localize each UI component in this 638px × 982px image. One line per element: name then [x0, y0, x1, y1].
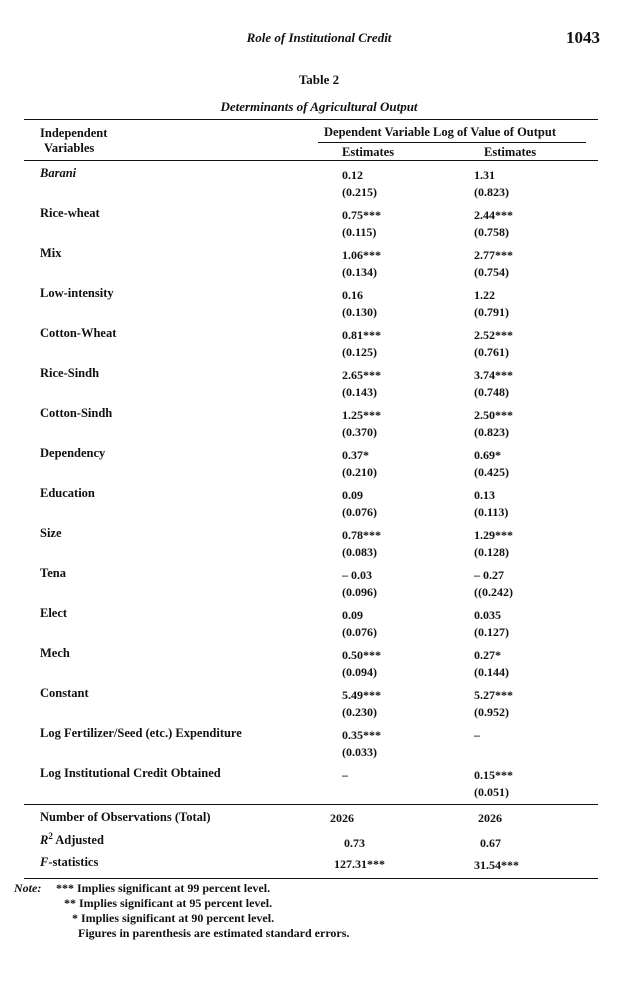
f-text: -statistics	[48, 855, 99, 869]
estimate-1: –	[342, 768, 348, 782]
row-label: Size	[40, 526, 62, 540]
estimate-1: 0.50***	[342, 648, 381, 662]
std-error-2: (0.758)	[474, 225, 509, 239]
obs-value-1: 2026	[330, 811, 354, 825]
estimate-2: 2.77***	[474, 248, 513, 262]
estimate-2: 2.52***	[474, 328, 513, 342]
std-error-1: (0.115)	[342, 225, 377, 239]
f-value-2: 31.54***	[474, 858, 519, 872]
std-error-2: (0.113)	[474, 505, 509, 519]
std-error-2: (0.791)	[474, 305, 509, 319]
std-error-1: (0.370)	[342, 425, 377, 439]
std-error-1: (0.076)	[342, 625, 377, 639]
estimate-1: 1.25***	[342, 408, 381, 422]
row-label: Elect	[40, 606, 68, 620]
stats-rule	[24, 804, 598, 805]
row-label: Log Institutional Credit Obtained	[40, 766, 221, 780]
std-error-1: (0.215)	[342, 185, 377, 199]
std-error-1: (0.076)	[342, 505, 377, 519]
row-label: Rice-wheat	[40, 206, 100, 220]
running-head: Role of Institutional Credit	[246, 30, 392, 45]
header-dependent-rule	[318, 142, 586, 143]
r2-value-1: 0.73	[344, 836, 365, 850]
obs-label: Number of Observations (Total)	[40, 810, 211, 824]
std-error-1: (0.094)	[342, 665, 377, 679]
std-error-2: (0.425)	[474, 465, 509, 479]
note-line-3: * Implies significant at 90 percent level.	[72, 911, 275, 925]
note-line-2: ** Implies significant at 95 percent level.	[64, 896, 273, 910]
estimate-2: 1.31	[474, 168, 495, 182]
table-top-rule	[24, 119, 598, 120]
header-bottom-rule	[24, 160, 598, 161]
estimate-1: – 0.03	[342, 568, 372, 582]
row-label: Cotton-Sindh	[40, 406, 113, 420]
note-line-1: *** Implies significant at 99 percent level.	[56, 881, 271, 895]
r2-label	[40, 831, 104, 848]
row-label: Rice-Sindh	[40, 366, 100, 380]
row-label: Barani	[40, 166, 77, 180]
estimate-1: 1.06***	[342, 248, 381, 262]
note-line-4: Figures in parenthesis are estimated standard errors.	[78, 926, 350, 940]
estimate-2: 3.74***	[474, 368, 513, 382]
row-label: Mix	[40, 246, 62, 260]
r2-value-2: 0.67	[480, 836, 501, 850]
estimate-1: 0.37*	[342, 448, 369, 462]
std-error-1: (0.134)	[342, 265, 377, 279]
estimate-1: 0.75***	[342, 208, 381, 222]
std-error-1: (0.143)	[342, 385, 377, 399]
estimate-2: 2.50***	[474, 408, 513, 422]
row-label: Mech	[40, 646, 70, 660]
header-independent: Independent	[40, 126, 108, 140]
header-estimates-1: Estimates	[342, 145, 395, 159]
r2-symbol: R	[40, 833, 49, 848]
std-error-2: (0.823)	[474, 185, 509, 199]
estimate-2: 1.29***	[474, 528, 513, 542]
std-error-2: (0.754)	[474, 265, 509, 279]
estimate-1: 5.49***	[342, 688, 381, 702]
std-error-2: ((0.242)	[474, 585, 513, 599]
row-label: Cotton-Wheat	[40, 326, 117, 340]
estimate-2: 0.27*	[474, 648, 501, 662]
header-variables: Variables	[44, 141, 95, 155]
std-error-1: (0.096)	[342, 585, 377, 599]
header-dependent-variable: Dependent Variable Log of Value of Output	[324, 125, 556, 139]
estimate-2: 1.22	[474, 288, 495, 302]
obs-value-2: 2026	[478, 811, 502, 825]
std-error-2: (0.761)	[474, 345, 509, 359]
estimate-2: 0.69*	[474, 448, 501, 462]
estimate-1: 0.12	[342, 168, 363, 182]
page-number: 1043	[566, 28, 600, 47]
std-error-2: (0.144)	[474, 665, 509, 679]
std-error-1: (0.210)	[342, 465, 377, 479]
std-error-2: (0.128)	[474, 545, 509, 559]
table-bottom-rule	[24, 878, 598, 879]
table-label: Table 2	[298, 72, 340, 87]
estimate-2: 0.035	[474, 608, 501, 622]
estimate-2: 0.15***	[474, 768, 513, 782]
r2-superscript: 2	[48, 831, 53, 841]
std-error-2: (0.952)	[474, 705, 509, 719]
estimate-2: 5.27***	[474, 688, 513, 702]
std-error-1: (0.083)	[342, 545, 377, 559]
std-error-1: (0.033)	[342, 745, 377, 759]
table-title: Determinants of Agricultural Output	[220, 99, 418, 114]
note-label: Note:	[14, 881, 42, 895]
estimate-1: 0.16	[342, 288, 363, 302]
f-label	[40, 855, 98, 870]
estimate-1: 0.09	[342, 608, 363, 622]
std-error-2: (0.823)	[474, 425, 509, 439]
estimate-2: 0.13	[474, 488, 495, 502]
std-error-2: (0.127)	[474, 625, 509, 639]
row-label: Tena	[40, 566, 66, 580]
row-label: Dependency	[40, 446, 106, 460]
f-value-1: 127.31***	[334, 857, 385, 871]
row-label: Log Fertilizer/Seed (etc.) Expenditure	[40, 726, 242, 740]
header-estimates-2: Estimates	[484, 145, 537, 159]
estimate-2: – 0.27	[474, 568, 504, 582]
std-error-2: (0.748)	[474, 385, 509, 399]
row-label: Constant	[40, 686, 89, 700]
f-symbol: F	[40, 855, 49, 869]
std-error-1: (0.230)	[342, 705, 377, 719]
estimate-1: 0.35***	[342, 728, 381, 742]
row-label: Low-intensity	[40, 286, 114, 300]
estimate-1: 2.65***	[342, 368, 381, 382]
estimate-1: 0.81***	[342, 328, 381, 342]
std-error-2: (0.051)	[474, 785, 509, 799]
std-error-1: (0.125)	[342, 345, 377, 359]
row-label: Education	[40, 486, 95, 500]
r2-text: Adjusted	[52, 833, 104, 848]
estimate-1: 0.78***	[342, 528, 381, 542]
std-error-1: (0.130)	[342, 305, 377, 319]
estimate-2: –	[474, 728, 480, 742]
estimate-1: 0.09	[342, 488, 363, 502]
estimate-2: 2.44***	[474, 208, 513, 222]
